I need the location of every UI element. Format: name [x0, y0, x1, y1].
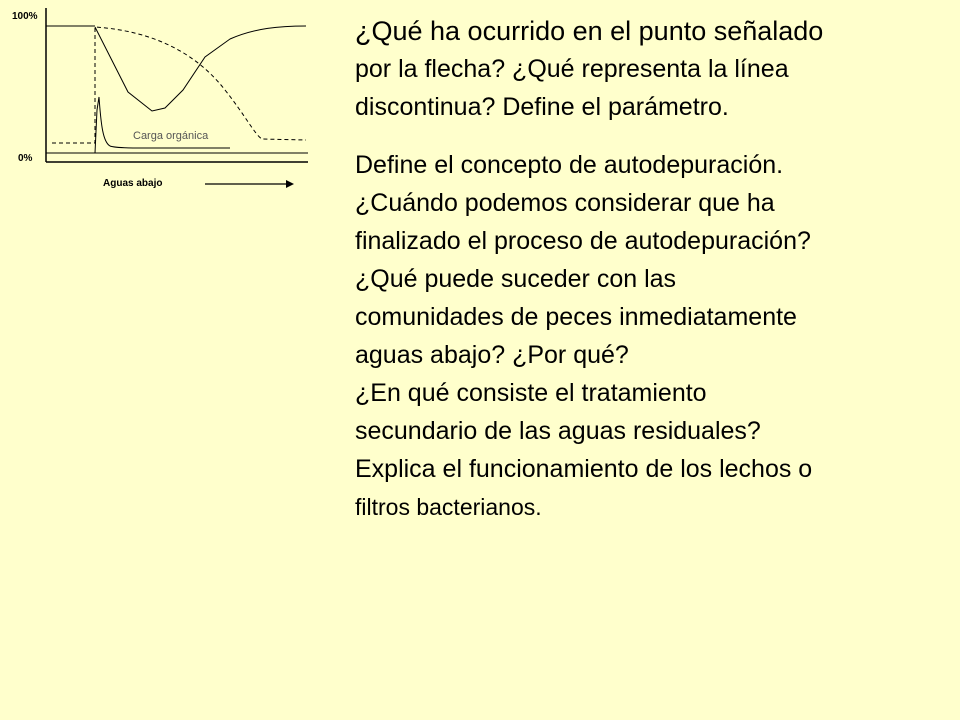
question-line: por la flecha? ¿Qué representa la línea — [355, 55, 789, 83]
downstream-arrow-head — [286, 180, 294, 188]
y-axis-bottom-label: 0% — [18, 153, 33, 164]
questions-text — [355, 12, 950, 526]
dashed-curve — [52, 27, 306, 143]
question-line: ¿Qué ha ocurrido en el punto señalado — [355, 16, 824, 46]
question-line: secundario de las aguas residuales? — [355, 417, 761, 445]
x-axis-label: Aguas abajo — [103, 178, 163, 189]
question-line: ¿Qué puede suceder con las — [355, 265, 677, 293]
question-line: filtros bacterianos. — [355, 494, 542, 520]
question-line: aguas abajo? ¿Por qué? — [355, 341, 629, 369]
organic-load-label: Carga orgánica — [133, 130, 209, 142]
question-line: discontinua? Define el parámetro. — [355, 93, 729, 121]
y-axis-top-label: 100% — [12, 11, 38, 22]
oxygen-sag-curve — [95, 26, 306, 111]
question-line: Define el concepto de autodepuración. — [355, 151, 784, 179]
question-line: comunidades de peces inmediatamente — [355, 303, 797, 331]
question-line: finalizado el proceso de autodepuración? — [355, 227, 811, 255]
question-line: Explica el funcionamiento de los lechos o — [355, 455, 813, 483]
question-line: ¿En qué consiste el tratamiento — [355, 379, 707, 407]
question-line: ¿Cuándo podemos considerar que ha — [355, 189, 775, 217]
organic-load-curve — [95, 97, 230, 153]
river-pollution-graph — [0, 0, 320, 200]
paragraph-gap — [355, 126, 950, 146]
